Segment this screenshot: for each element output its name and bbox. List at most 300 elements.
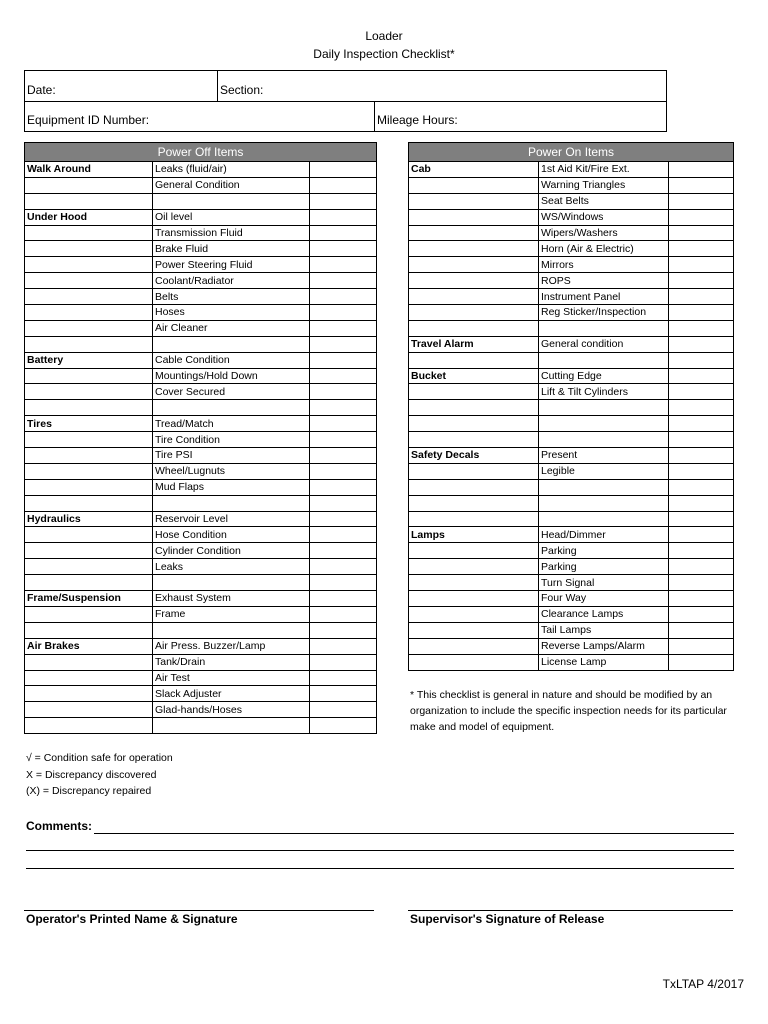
category-cell [409, 638, 539, 654]
supervisor-signature-label: Supervisor's Signature of Release [410, 912, 605, 926]
check-cell[interactable] [669, 463, 734, 479]
check-cell[interactable] [669, 416, 734, 432]
check-cell[interactable] [310, 289, 377, 305]
check-cell[interactable] [669, 368, 734, 384]
comments-label: Comments: [26, 819, 93, 833]
checklist-row [409, 305, 734, 321]
category-cell: Travel Alarm [409, 336, 539, 352]
category-cell [25, 575, 153, 591]
checklist-row [409, 448, 734, 464]
comments-line-3[interactable] [26, 868, 734, 869]
category-cell [25, 718, 153, 734]
checklist-row [25, 686, 377, 702]
item-cell: Belts [153, 289, 310, 305]
check-cell[interactable] [310, 448, 377, 464]
check-cell[interactable] [669, 384, 734, 400]
checklist-row [409, 559, 734, 575]
checklist-row [409, 289, 734, 305]
checklist-row [25, 305, 377, 321]
item-cell: Horn (Air & Electric) [539, 241, 669, 257]
item-cell [153, 718, 310, 734]
comments-line-1[interactable] [94, 833, 734, 834]
check-cell[interactable] [310, 273, 377, 289]
checklist-row [409, 638, 734, 654]
check-cell[interactable] [669, 320, 734, 336]
category-cell [25, 702, 153, 718]
header-row-1 [25, 71, 666, 102]
check-cell[interactable] [669, 305, 734, 321]
category-cell [25, 336, 153, 352]
check-cell[interactable] [310, 718, 377, 734]
item-cell [539, 511, 669, 527]
checklist-row [409, 622, 734, 638]
check-cell[interactable] [669, 527, 734, 543]
check-cell[interactable] [669, 241, 734, 257]
category-cell: Under Hood [25, 209, 153, 225]
item-cell: Slack Adjuster [153, 686, 310, 702]
check-cell[interactable] [669, 448, 734, 464]
checklist-row [409, 193, 734, 209]
item-cell: Reverse Lamps/Alarm [539, 638, 669, 654]
category-cell [25, 527, 153, 543]
item-cell: Instrument Panel [539, 289, 669, 305]
check-cell[interactable] [669, 495, 734, 511]
check-cell[interactable] [669, 432, 734, 448]
item-cell: Four Way [539, 591, 669, 607]
category-cell [25, 241, 153, 257]
item-cell: Wheel/Lugnuts [153, 463, 310, 479]
item-cell: Lift & Tilt Cylinders [539, 384, 669, 400]
item-cell: Clearance Lamps [539, 606, 669, 622]
check-cell[interactable] [669, 400, 734, 416]
check-cell[interactable] [310, 225, 377, 241]
checklist-row [25, 416, 377, 432]
category-cell [25, 368, 153, 384]
checklist-row [409, 273, 734, 289]
item-cell [153, 622, 310, 638]
category-cell [409, 654, 539, 670]
check-cell[interactable] [310, 416, 377, 432]
item-cell: Brake Fluid [153, 241, 310, 257]
check-cell[interactable] [310, 209, 377, 225]
check-cell[interactable] [669, 622, 734, 638]
item-cell: Cable Condition [153, 352, 310, 368]
item-cell: Reg Sticker/Inspection [539, 305, 669, 321]
category-cell [25, 177, 153, 193]
item-cell [153, 495, 310, 511]
checklist-row [409, 352, 734, 368]
check-cell[interactable] [310, 511, 377, 527]
legend-repaired: (X) = Discrepancy repaired [26, 785, 152, 797]
item-cell: Mirrors [539, 257, 669, 273]
checklist-row [25, 479, 377, 495]
checklist-row [25, 702, 377, 718]
check-cell[interactable] [669, 162, 734, 178]
item-cell: Legible [539, 463, 669, 479]
checklist-row [409, 432, 734, 448]
checklist-row [25, 606, 377, 622]
item-cell: Turn Signal [539, 575, 669, 591]
category-cell: Walk Around [25, 162, 153, 178]
check-cell[interactable] [310, 638, 377, 654]
checklist-row [409, 384, 734, 400]
checklist-row [409, 495, 734, 511]
check-cell[interactable] [669, 638, 734, 654]
category-cell [25, 448, 153, 464]
footer-revision: TxLTAP 4/2017 [662, 977, 744, 991]
check-cell[interactable] [669, 336, 734, 352]
category-cell [25, 654, 153, 670]
item-cell: Tire PSI [153, 448, 310, 464]
category-cell [409, 463, 539, 479]
category-cell [409, 305, 539, 321]
check-cell[interactable] [669, 352, 734, 368]
section-label: Section: [220, 83, 264, 97]
check-cell[interactable] [310, 606, 377, 622]
check-cell[interactable] [669, 177, 734, 193]
checklist-row [25, 575, 377, 591]
check-cell[interactable] [310, 702, 377, 718]
item-cell: Power Steering Fluid [153, 257, 310, 273]
check-cell[interactable] [669, 193, 734, 209]
check-cell[interactable] [310, 654, 377, 670]
date-label: Date: [27, 83, 56, 97]
item-cell: Leaks [153, 559, 310, 575]
item-cell: Cylinder Condition [153, 543, 310, 559]
category-cell [409, 273, 539, 289]
checklist-row [25, 638, 377, 654]
category-cell [409, 177, 539, 193]
item-cell: Reservoir Level [153, 511, 310, 527]
category-cell: Frame/Suspension [25, 591, 153, 607]
checklist-row [25, 511, 377, 527]
checklist-row [25, 495, 377, 511]
item-cell: Warning Triangles [539, 177, 669, 193]
category-cell [25, 432, 153, 448]
check-cell[interactable] [310, 384, 377, 400]
checklist-row [409, 209, 734, 225]
item-cell: License Lamp [539, 654, 669, 670]
form-subtitle: Daily Inspection Checklist* [313, 47, 455, 61]
category-cell [25, 305, 153, 321]
checklist-row [25, 289, 377, 305]
item-cell: Frame [153, 606, 310, 622]
checklist-row [409, 368, 734, 384]
category-cell [409, 209, 539, 225]
check-cell[interactable] [310, 320, 377, 336]
checklist-row [409, 543, 734, 559]
header-row-2 [25, 101, 666, 132]
item-cell: General condition [539, 336, 669, 352]
category-cell [25, 543, 153, 559]
checklist-row [25, 368, 377, 384]
category-cell [25, 289, 153, 305]
category-cell [409, 320, 539, 336]
item-cell [539, 479, 669, 495]
check-cell[interactable] [669, 289, 734, 305]
check-cell[interactable] [669, 606, 734, 622]
mileage-hours-field[interactable] [375, 101, 668, 132]
checklist-row [25, 209, 377, 225]
checklist-row [25, 225, 377, 241]
check-cell[interactable] [669, 209, 734, 225]
category-cell [25, 193, 153, 209]
category-cell [409, 241, 539, 257]
item-cell [153, 575, 310, 591]
category-cell [409, 432, 539, 448]
checklist-row [25, 384, 377, 400]
item-cell: Mud Flaps [153, 479, 310, 495]
item-cell: Seat Belts [539, 193, 669, 209]
checklist-row [409, 162, 734, 178]
category-cell [409, 559, 539, 575]
check-cell[interactable] [310, 177, 377, 193]
check-cell[interactable] [310, 575, 377, 591]
category-cell: Battery [25, 352, 153, 368]
check-cell[interactable] [310, 162, 377, 178]
item-cell [539, 400, 669, 416]
category-cell [409, 622, 539, 638]
checklist-row [25, 352, 377, 368]
category-cell [25, 320, 153, 336]
checklist-row [409, 463, 734, 479]
category-cell [409, 511, 539, 527]
check-cell[interactable] [669, 479, 734, 495]
checklist-row [25, 591, 377, 607]
check-cell[interactable] [310, 463, 377, 479]
checklist-row [409, 416, 734, 432]
check-cell[interactable] [310, 686, 377, 702]
operator-signature-label: Operator's Printed Name & Signature [26, 912, 238, 926]
check-cell[interactable] [310, 543, 377, 559]
category-cell [25, 273, 153, 289]
legend-safe: √ = Condition safe for operation [26, 752, 173, 764]
checklist-row [409, 606, 734, 622]
checklist-row [25, 162, 377, 178]
item-cell: Tire Condition [153, 432, 310, 448]
category-cell [25, 606, 153, 622]
item-cell: Hose Condition [153, 527, 310, 543]
item-cell: Present [539, 448, 669, 464]
supervisor-signature-line[interactable] [408, 910, 733, 911]
check-cell[interactable] [669, 257, 734, 273]
checklist-row [25, 718, 377, 734]
category-cell [25, 559, 153, 575]
item-cell [539, 432, 669, 448]
check-cell[interactable] [310, 305, 377, 321]
category-cell [25, 225, 153, 241]
mileage-hours-label: Mileage Hours: [377, 113, 458, 127]
item-cell: Exhaust System [153, 591, 310, 607]
item-cell: Glad-hands/Hoses [153, 702, 310, 718]
checklist-row [25, 241, 377, 257]
item-cell: ROPS [539, 273, 669, 289]
category-cell: Air Brakes [25, 638, 153, 654]
category-cell [409, 495, 539, 511]
item-cell: Cover Secured [153, 384, 310, 400]
item-cell: Tail Lamps [539, 622, 669, 638]
category-cell [25, 463, 153, 479]
item-cell [153, 336, 310, 352]
category-cell: Cab [409, 162, 539, 178]
check-cell[interactable] [310, 432, 377, 448]
check-cell[interactable] [669, 543, 734, 559]
category-cell [409, 352, 539, 368]
item-cell: Air Press. Buzzer/Lamp [153, 638, 310, 654]
check-cell[interactable] [310, 479, 377, 495]
checklist-row [409, 511, 734, 527]
checklist-row [25, 670, 377, 686]
checklist-row [25, 543, 377, 559]
checklist-row [25, 622, 377, 638]
category-cell [409, 591, 539, 607]
category-cell [409, 575, 539, 591]
category-cell [25, 686, 153, 702]
category-cell [409, 416, 539, 432]
checklist-row [25, 193, 377, 209]
item-cell: Leaks (fluid/air) [153, 162, 310, 178]
form-title: Loader [365, 29, 403, 43]
category-cell [409, 543, 539, 559]
category-cell [25, 479, 153, 495]
item-cell: Cutting Edge [539, 368, 669, 384]
power-on-table [408, 142, 734, 671]
item-cell: Tank/Drain [153, 654, 310, 670]
category-cell [25, 400, 153, 416]
check-cell[interactable] [310, 336, 377, 352]
category-cell [409, 225, 539, 241]
item-cell [539, 416, 669, 432]
item-cell: Coolant/Radiator [153, 273, 310, 289]
check-cell[interactable] [669, 559, 734, 575]
category-cell [25, 257, 153, 273]
check-cell[interactable] [310, 591, 377, 607]
category-cell [25, 495, 153, 511]
category-cell [409, 479, 539, 495]
category-cell [25, 384, 153, 400]
category-cell [25, 622, 153, 638]
power-on-heading: Power On Items [409, 143, 734, 162]
checklist-row [409, 257, 734, 273]
check-cell[interactable] [310, 670, 377, 686]
check-cell[interactable] [669, 654, 734, 670]
checklist-row [25, 654, 377, 670]
check-cell[interactable] [310, 400, 377, 416]
item-cell [539, 495, 669, 511]
check-cell[interactable] [669, 511, 734, 527]
checklist-row [409, 591, 734, 607]
category-cell: Bucket [409, 368, 539, 384]
checklist-row [409, 225, 734, 241]
category-cell: Lamps [409, 527, 539, 543]
header-fields [24, 70, 667, 132]
item-cell: General Condition [153, 177, 310, 193]
checklist-row [409, 527, 734, 543]
check-cell[interactable] [669, 273, 734, 289]
item-cell: Air Test [153, 670, 310, 686]
checklist-row [409, 400, 734, 416]
equipment-id-label: Equipment ID Number: [27, 113, 150, 127]
category-cell [409, 289, 539, 305]
section-field[interactable] [218, 71, 668, 101]
item-cell: Mountings/Hold Down [153, 368, 310, 384]
checklist-row [25, 463, 377, 479]
check-cell[interactable] [310, 527, 377, 543]
category-cell [409, 257, 539, 273]
category-cell: Safety Decals [409, 448, 539, 464]
check-cell[interactable] [310, 193, 377, 209]
item-cell: Parking [539, 559, 669, 575]
check-cell[interactable] [310, 352, 377, 368]
checklist-row [409, 479, 734, 495]
legend-discrepancy: X = Discrepancy discovered [26, 769, 157, 781]
checklist-row [25, 448, 377, 464]
category-cell [409, 384, 539, 400]
category-cell [25, 670, 153, 686]
item-cell: Parking [539, 543, 669, 559]
item-cell: Oil level [153, 209, 310, 225]
power-off-table [24, 142, 377, 734]
checklist-row [25, 400, 377, 416]
checklist-note: * This checklist is general in nature and should be modified by an organization to include the specific inspection needs for its particular make and model of equipment. [410, 689, 727, 733]
item-cell: Head/Dimmer [539, 527, 669, 543]
comments-line-2[interactable] [26, 850, 734, 851]
check-cell[interactable] [310, 257, 377, 273]
check-cell[interactable] [669, 225, 734, 241]
checklist-row [25, 320, 377, 336]
check-cell[interactable] [669, 575, 734, 591]
item-cell: Tread/Match [153, 416, 310, 432]
item-cell [539, 320, 669, 336]
item-cell: Air Cleaner [153, 320, 310, 336]
check-cell[interactable] [310, 368, 377, 384]
check-cell[interactable] [310, 559, 377, 575]
category-cell: Hydraulics [25, 511, 153, 527]
power-off-heading: Power Off Items [25, 143, 377, 162]
item-cell [539, 352, 669, 368]
item-cell: Wipers/Washers [539, 225, 669, 241]
category-cell [409, 193, 539, 209]
equipment-id-field[interactable] [25, 101, 375, 132]
checklist-row [25, 273, 377, 289]
check-cell[interactable] [310, 495, 377, 511]
item-cell [153, 193, 310, 209]
category-cell [409, 400, 539, 416]
check-cell[interactable] [669, 591, 734, 607]
checklist-row [409, 177, 734, 193]
check-cell[interactable] [310, 622, 377, 638]
checklist-row [409, 575, 734, 591]
date-field[interactable] [25, 71, 218, 101]
check-cell[interactable] [310, 241, 377, 257]
checklist-row [25, 177, 377, 193]
checklist-row [25, 527, 377, 543]
checklist-row [409, 241, 734, 257]
category-cell [409, 606, 539, 622]
checklist-row [25, 336, 377, 352]
item-cell [153, 400, 310, 416]
checklist-row [25, 559, 377, 575]
checklist-row [409, 320, 734, 336]
checklist-row [409, 654, 734, 670]
checklist-row [25, 432, 377, 448]
item-cell: WS/Windows [539, 209, 669, 225]
item-cell: Hoses [153, 305, 310, 321]
item-cell: Transmission Fluid [153, 225, 310, 241]
item-cell: 1st Aid Kit/Fire Ext. [539, 162, 669, 178]
operator-signature-line[interactable] [24, 910, 374, 911]
checklist-row [25, 257, 377, 273]
